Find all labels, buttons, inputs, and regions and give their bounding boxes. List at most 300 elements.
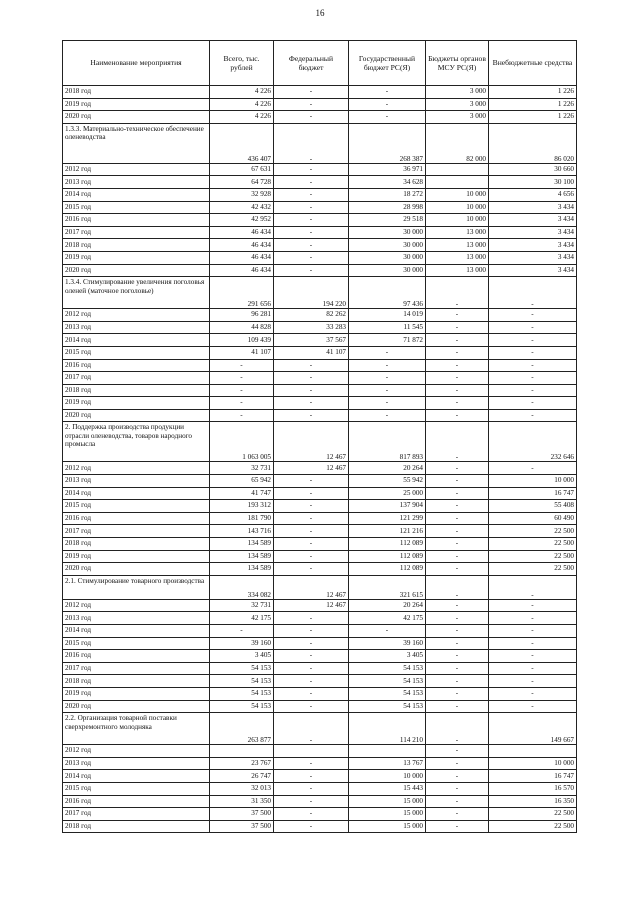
municipal-cell: 3 000 xyxy=(426,86,489,99)
state-cell: 114 210 xyxy=(349,713,426,745)
federal-cell: - xyxy=(274,214,349,227)
state-cell: 11 545 xyxy=(349,321,426,334)
total-cell: 334 082 xyxy=(210,575,274,599)
municipal-cell: - xyxy=(426,700,489,713)
table-row xyxy=(63,538,577,551)
row-label: 2013 год xyxy=(63,757,210,770)
row-label: 2020 год xyxy=(63,111,210,124)
section-row xyxy=(63,123,577,163)
municipal-cell: - xyxy=(426,687,489,700)
extrabudgetary-cell: - xyxy=(489,575,577,599)
extrabudgetary-cell xyxy=(489,745,577,758)
row-label: 2013 год xyxy=(63,176,210,189)
row-label: 2017 год xyxy=(63,808,210,821)
municipal-cell: 13 000 xyxy=(426,239,489,252)
table-body xyxy=(63,86,577,833)
federal-cell: - xyxy=(274,384,349,397)
total-cell: - xyxy=(210,372,274,385)
table-row xyxy=(63,700,577,713)
extrabudgetary-cell: 30 660 xyxy=(489,163,577,176)
municipal-cell: 10 000 xyxy=(426,214,489,227)
extrabudgetary-cell: 3 434 xyxy=(489,201,577,214)
federal-cell: - xyxy=(274,264,349,277)
state-cell: 268 387 xyxy=(349,123,426,163)
state-cell: 34 628 xyxy=(349,176,426,189)
extrabudgetary-cell: - xyxy=(489,700,577,713)
table-row xyxy=(63,239,577,252)
state-cell: 112 089 xyxy=(349,538,426,551)
municipal-cell: - xyxy=(426,713,489,745)
total-cell: 65 942 xyxy=(210,475,274,488)
table-row xyxy=(63,745,577,758)
state-cell: - xyxy=(349,98,426,111)
row-label: 2017 год xyxy=(63,662,210,675)
state-cell: - xyxy=(349,397,426,410)
table-row xyxy=(63,163,577,176)
row-label: 2.2. Организация товарной поставки сверхремонтного молодняка xyxy=(63,713,210,745)
federal-cell: - xyxy=(274,662,349,675)
federal-cell: - xyxy=(274,700,349,713)
total-cell: - xyxy=(210,625,274,638)
total-cell: 39 160 xyxy=(210,637,274,650)
state-cell: 112 089 xyxy=(349,563,426,576)
row-label: 2020 год xyxy=(63,409,210,422)
total-cell: 26 747 xyxy=(210,770,274,783)
total-cell xyxy=(210,745,274,758)
total-cell: 134 589 xyxy=(210,563,274,576)
federal-cell: - xyxy=(274,123,349,163)
extrabudgetary-cell: - xyxy=(489,625,577,638)
total-cell: - xyxy=(210,409,274,422)
table-row xyxy=(63,487,577,500)
header-state-budget: Государственный бюджет РС(Я) xyxy=(349,41,426,86)
extrabudgetary-cell: 16 747 xyxy=(489,487,577,500)
municipal-cell xyxy=(426,163,489,176)
row-label: 2015 год xyxy=(63,782,210,795)
table-row xyxy=(63,563,577,576)
extrabudgetary-cell: - xyxy=(489,321,577,334)
row-label: 2015 год xyxy=(63,346,210,359)
table-row xyxy=(63,782,577,795)
total-cell: 46 434 xyxy=(210,226,274,239)
total-cell: - xyxy=(210,384,274,397)
table-row xyxy=(63,188,577,201)
municipal-cell: 13 000 xyxy=(426,251,489,264)
row-label: 2012 год xyxy=(63,309,210,322)
federal-cell: - xyxy=(274,397,349,410)
row-label: 2018 год xyxy=(63,820,210,833)
total-cell: - xyxy=(210,397,274,410)
extrabudgetary-cell: - xyxy=(489,462,577,475)
municipal-cell: - xyxy=(426,563,489,576)
table-row xyxy=(63,226,577,239)
federal-cell: - xyxy=(274,512,349,525)
row-label: 2020 год xyxy=(63,264,210,277)
federal-cell: - xyxy=(274,188,349,201)
municipal-cell: - xyxy=(426,612,489,625)
header-extrabudgetary: Внебюджетные средства xyxy=(489,41,577,86)
state-cell: 321 615 xyxy=(349,575,426,599)
municipal-cell: - xyxy=(426,745,489,758)
row-label: 2016 год xyxy=(63,512,210,525)
row-label: 2016 год xyxy=(63,795,210,808)
extrabudgetary-cell: 10 000 xyxy=(489,757,577,770)
municipal-cell: - xyxy=(426,650,489,663)
state-cell: 36 971 xyxy=(349,163,426,176)
row-label: 2012 год xyxy=(63,163,210,176)
total-cell: 42 952 xyxy=(210,214,274,227)
section-row xyxy=(63,713,577,745)
state-cell: 71 872 xyxy=(349,334,426,347)
municipal-cell: 13 000 xyxy=(426,264,489,277)
municipal-cell: - xyxy=(426,675,489,688)
total-cell: 64 728 xyxy=(210,176,274,189)
federal-cell: - xyxy=(274,111,349,124)
table-row xyxy=(63,550,577,563)
extrabudgetary-cell: - xyxy=(489,637,577,650)
federal-cell: - xyxy=(274,782,349,795)
table-row xyxy=(63,500,577,513)
state-cell: - xyxy=(349,111,426,124)
state-cell: 15 000 xyxy=(349,820,426,833)
federal-cell: 194 220 xyxy=(274,277,349,309)
extrabudgetary-cell: 1 226 xyxy=(489,111,577,124)
municipal-cell: - xyxy=(426,525,489,538)
extrabudgetary-cell: - xyxy=(489,309,577,322)
extrabudgetary-cell: - xyxy=(489,277,577,309)
row-label: 2017 год xyxy=(63,372,210,385)
total-cell: 291 656 xyxy=(210,277,274,309)
budget-table xyxy=(62,40,577,833)
federal-cell: 12 467 xyxy=(274,599,349,612)
table-header-row xyxy=(63,41,577,86)
municipal-cell: - xyxy=(426,538,489,551)
total-cell: 143 716 xyxy=(210,525,274,538)
row-label: 2014 год xyxy=(63,770,210,783)
extrabudgetary-cell: 149 667 xyxy=(489,713,577,745)
state-cell: 15 000 xyxy=(349,808,426,821)
state-cell: 817 893 xyxy=(349,422,426,462)
table-row xyxy=(63,86,577,99)
table-row xyxy=(63,599,577,612)
row-label: 2019 год xyxy=(63,98,210,111)
municipal-cell: - xyxy=(426,277,489,309)
row-label: 2013 год xyxy=(63,475,210,488)
total-cell: 46 434 xyxy=(210,239,274,252)
extrabudgetary-cell: - xyxy=(489,346,577,359)
state-cell: 15 000 xyxy=(349,795,426,808)
total-cell: 109 439 xyxy=(210,334,274,347)
row-label: 2017 год xyxy=(63,525,210,538)
row-label: 2019 год xyxy=(63,251,210,264)
federal-cell: - xyxy=(274,795,349,808)
row-label: 2015 год xyxy=(63,201,210,214)
table-row xyxy=(63,409,577,422)
total-cell: 193 312 xyxy=(210,500,274,513)
extrabudgetary-cell: 22 500 xyxy=(489,550,577,563)
total-cell: 42 432 xyxy=(210,201,274,214)
state-cell: 137 904 xyxy=(349,500,426,513)
total-cell: 1 063 005 xyxy=(210,422,274,462)
federal-cell: 12 467 xyxy=(274,462,349,475)
federal-cell: - xyxy=(274,770,349,783)
table-row xyxy=(63,397,577,410)
municipal-cell: - xyxy=(426,512,489,525)
row-label: 2012 год xyxy=(63,599,210,612)
municipal-cell: 10 000 xyxy=(426,201,489,214)
total-cell: 54 153 xyxy=(210,700,274,713)
federal-cell: 82 262 xyxy=(274,309,349,322)
table-row xyxy=(63,214,577,227)
federal-cell: - xyxy=(274,713,349,745)
total-cell: 436 407 xyxy=(210,123,274,163)
municipal-cell: - xyxy=(426,409,489,422)
extrabudgetary-cell: 16 747 xyxy=(489,770,577,783)
extrabudgetary-cell: 30 100 xyxy=(489,176,577,189)
state-cell: 54 153 xyxy=(349,700,426,713)
extrabudgetary-cell: - xyxy=(489,359,577,372)
state-cell: 121 299 xyxy=(349,512,426,525)
total-cell: 44 828 xyxy=(210,321,274,334)
total-cell: 46 434 xyxy=(210,251,274,264)
total-cell: 54 153 xyxy=(210,662,274,675)
municipal-cell: 10 000 xyxy=(426,188,489,201)
federal-cell: - xyxy=(274,612,349,625)
row-label: 2012 год xyxy=(63,462,210,475)
table-row xyxy=(63,346,577,359)
total-cell: 134 589 xyxy=(210,538,274,551)
municipal-cell: 3 000 xyxy=(426,98,489,111)
municipal-cell: - xyxy=(426,500,489,513)
state-cell: 39 160 xyxy=(349,637,426,650)
extrabudgetary-cell: - xyxy=(489,687,577,700)
total-cell: 23 767 xyxy=(210,757,274,770)
extrabudgetary-cell: - xyxy=(489,409,577,422)
municipal-cell: - xyxy=(426,575,489,599)
row-label: 2016 год xyxy=(63,650,210,663)
state-cell: 54 153 xyxy=(349,687,426,700)
extrabudgetary-cell: 22 500 xyxy=(489,525,577,538)
federal-cell: - xyxy=(274,563,349,576)
federal-cell: - xyxy=(274,550,349,563)
extrabudgetary-cell: 86 020 xyxy=(489,123,577,163)
extrabudgetary-cell: 16 350 xyxy=(489,795,577,808)
extrabudgetary-cell: - xyxy=(489,675,577,688)
row-label: 2013 год xyxy=(63,321,210,334)
row-label: 2012 год xyxy=(63,745,210,758)
table-row xyxy=(63,462,577,475)
table-row xyxy=(63,334,577,347)
extrabudgetary-cell: 3 434 xyxy=(489,239,577,252)
row-label: 2.1. Стимулирование товарного производства xyxy=(63,575,210,599)
row-label: 2020 год xyxy=(63,563,210,576)
table-row xyxy=(63,251,577,264)
extrabudgetary-cell: 3 434 xyxy=(489,214,577,227)
federal-cell: - xyxy=(274,675,349,688)
extrabudgetary-cell: 22 500 xyxy=(489,808,577,821)
total-cell: 41 107 xyxy=(210,346,274,359)
federal-cell: - xyxy=(274,475,349,488)
table-row xyxy=(63,309,577,322)
state-cell: - xyxy=(349,384,426,397)
federal-cell: - xyxy=(274,500,349,513)
extrabudgetary-cell: - xyxy=(489,334,577,347)
row-label: 2016 год xyxy=(63,359,210,372)
municipal-cell: - xyxy=(426,757,489,770)
table-row xyxy=(63,111,577,124)
total-cell: 134 589 xyxy=(210,550,274,563)
row-label: 2018 год xyxy=(63,239,210,252)
table-row xyxy=(63,675,577,688)
extrabudgetary-cell: - xyxy=(489,384,577,397)
municipal-cell: - xyxy=(426,662,489,675)
table-row xyxy=(63,757,577,770)
row-label: 2014 год xyxy=(63,487,210,500)
section-row xyxy=(63,422,577,462)
municipal-cell: - xyxy=(426,770,489,783)
table-row xyxy=(63,98,577,111)
federal-cell: - xyxy=(274,409,349,422)
table-row xyxy=(63,176,577,189)
section-row xyxy=(63,277,577,309)
total-cell: 32 731 xyxy=(210,462,274,475)
total-cell: 3 405 xyxy=(210,650,274,663)
extrabudgetary-cell: 232 646 xyxy=(489,422,577,462)
table-row xyxy=(63,625,577,638)
federal-cell xyxy=(274,745,349,758)
state-cell: 30 000 xyxy=(349,226,426,239)
row-label: 2015 год xyxy=(63,637,210,650)
federal-cell: - xyxy=(274,226,349,239)
total-cell: 42 175 xyxy=(210,612,274,625)
extrabudgetary-cell: - xyxy=(489,650,577,663)
extrabudgetary-cell: 60 490 xyxy=(489,512,577,525)
municipal-cell: - xyxy=(426,599,489,612)
municipal-cell: - xyxy=(426,475,489,488)
municipal-cell: - xyxy=(426,321,489,334)
extrabudgetary-cell: - xyxy=(489,372,577,385)
federal-cell: - xyxy=(274,538,349,551)
municipal-cell xyxy=(426,176,489,189)
state-cell: 14 019 xyxy=(349,309,426,322)
extrabudgetary-cell: 4 656 xyxy=(489,188,577,201)
federal-cell: - xyxy=(274,239,349,252)
municipal-cell: - xyxy=(426,372,489,385)
extrabudgetary-cell: - xyxy=(489,397,577,410)
header-activity-name: Наименование мероприятия xyxy=(63,41,210,86)
municipal-cell: - xyxy=(426,422,489,462)
state-cell: - xyxy=(349,625,426,638)
federal-cell: - xyxy=(274,251,349,264)
total-cell: - xyxy=(210,359,274,372)
state-cell: 121 216 xyxy=(349,525,426,538)
state-cell: - xyxy=(349,359,426,372)
federal-cell: - xyxy=(274,637,349,650)
total-cell: 41 747 xyxy=(210,487,274,500)
state-cell: 3 405 xyxy=(349,650,426,663)
row-label: 2013 год xyxy=(63,612,210,625)
federal-cell: 41 107 xyxy=(274,346,349,359)
extrabudgetary-cell: 10 000 xyxy=(489,475,577,488)
row-label: 2016 год xyxy=(63,214,210,227)
extrabudgetary-cell: 3 434 xyxy=(489,226,577,239)
extrabudgetary-cell: 3 434 xyxy=(489,251,577,264)
state-cell: 30 000 xyxy=(349,264,426,277)
municipal-cell: - xyxy=(426,384,489,397)
total-cell: 263 877 xyxy=(210,713,274,745)
header-municipal-budget: Бюджеты органов МСУ РС(Я) xyxy=(426,41,489,86)
table-row xyxy=(63,820,577,833)
table-row xyxy=(63,512,577,525)
total-cell: 54 153 xyxy=(210,675,274,688)
municipal-cell: - xyxy=(426,782,489,795)
federal-cell: - xyxy=(274,98,349,111)
table-row xyxy=(63,687,577,700)
municipal-cell: - xyxy=(426,309,489,322)
extrabudgetary-cell: 16 570 xyxy=(489,782,577,795)
total-cell: 46 434 xyxy=(210,264,274,277)
federal-cell: 12 467 xyxy=(274,422,349,462)
municipal-cell: - xyxy=(426,487,489,500)
row-label: 1.3.3. Материально-техническое обеспечение оленеводства xyxy=(63,123,210,163)
state-cell: 54 153 xyxy=(349,662,426,675)
table-row xyxy=(63,359,577,372)
row-label: 2019 год xyxy=(63,687,210,700)
table-row xyxy=(63,637,577,650)
row-label: 2019 год xyxy=(63,550,210,563)
state-cell: 97 436 xyxy=(349,277,426,309)
state-cell: 18 272 xyxy=(349,188,426,201)
state-cell: 29 518 xyxy=(349,214,426,227)
row-label: 2015 год xyxy=(63,500,210,513)
municipal-cell: - xyxy=(426,397,489,410)
total-cell: 4 226 xyxy=(210,86,274,99)
header-federal-budget: Федеральный бюджет xyxy=(274,41,349,86)
federal-cell: - xyxy=(274,820,349,833)
table-row xyxy=(63,795,577,808)
state-cell: 112 089 xyxy=(349,550,426,563)
federal-cell: 37 567 xyxy=(274,334,349,347)
total-cell: 31 350 xyxy=(210,795,274,808)
federal-cell: - xyxy=(274,163,349,176)
table-row xyxy=(63,475,577,488)
municipal-cell: - xyxy=(426,625,489,638)
table-row xyxy=(63,525,577,538)
state-cell: - xyxy=(349,86,426,99)
federal-cell: - xyxy=(274,757,349,770)
state-cell: 10 000 xyxy=(349,770,426,783)
federal-cell: - xyxy=(274,625,349,638)
row-label: 2014 год xyxy=(63,334,210,347)
federal-cell: 33 283 xyxy=(274,321,349,334)
state-cell: 42 175 xyxy=(349,612,426,625)
row-label: 2018 год xyxy=(63,538,210,551)
total-cell: 4 226 xyxy=(210,111,274,124)
municipal-cell: - xyxy=(426,462,489,475)
row-label: 2018 год xyxy=(63,384,210,397)
state-cell: - xyxy=(349,346,426,359)
row-label: 2018 год xyxy=(63,675,210,688)
municipal-cell: 3 000 xyxy=(426,111,489,124)
row-label: 2018 год xyxy=(63,86,210,99)
federal-cell: - xyxy=(274,359,349,372)
total-cell: 32 013 xyxy=(210,782,274,795)
page-number: 16 xyxy=(315,8,325,18)
extrabudgetary-cell: 22 500 xyxy=(489,538,577,551)
total-cell: 54 153 xyxy=(210,687,274,700)
table-row xyxy=(63,384,577,397)
municipal-cell: - xyxy=(426,334,489,347)
